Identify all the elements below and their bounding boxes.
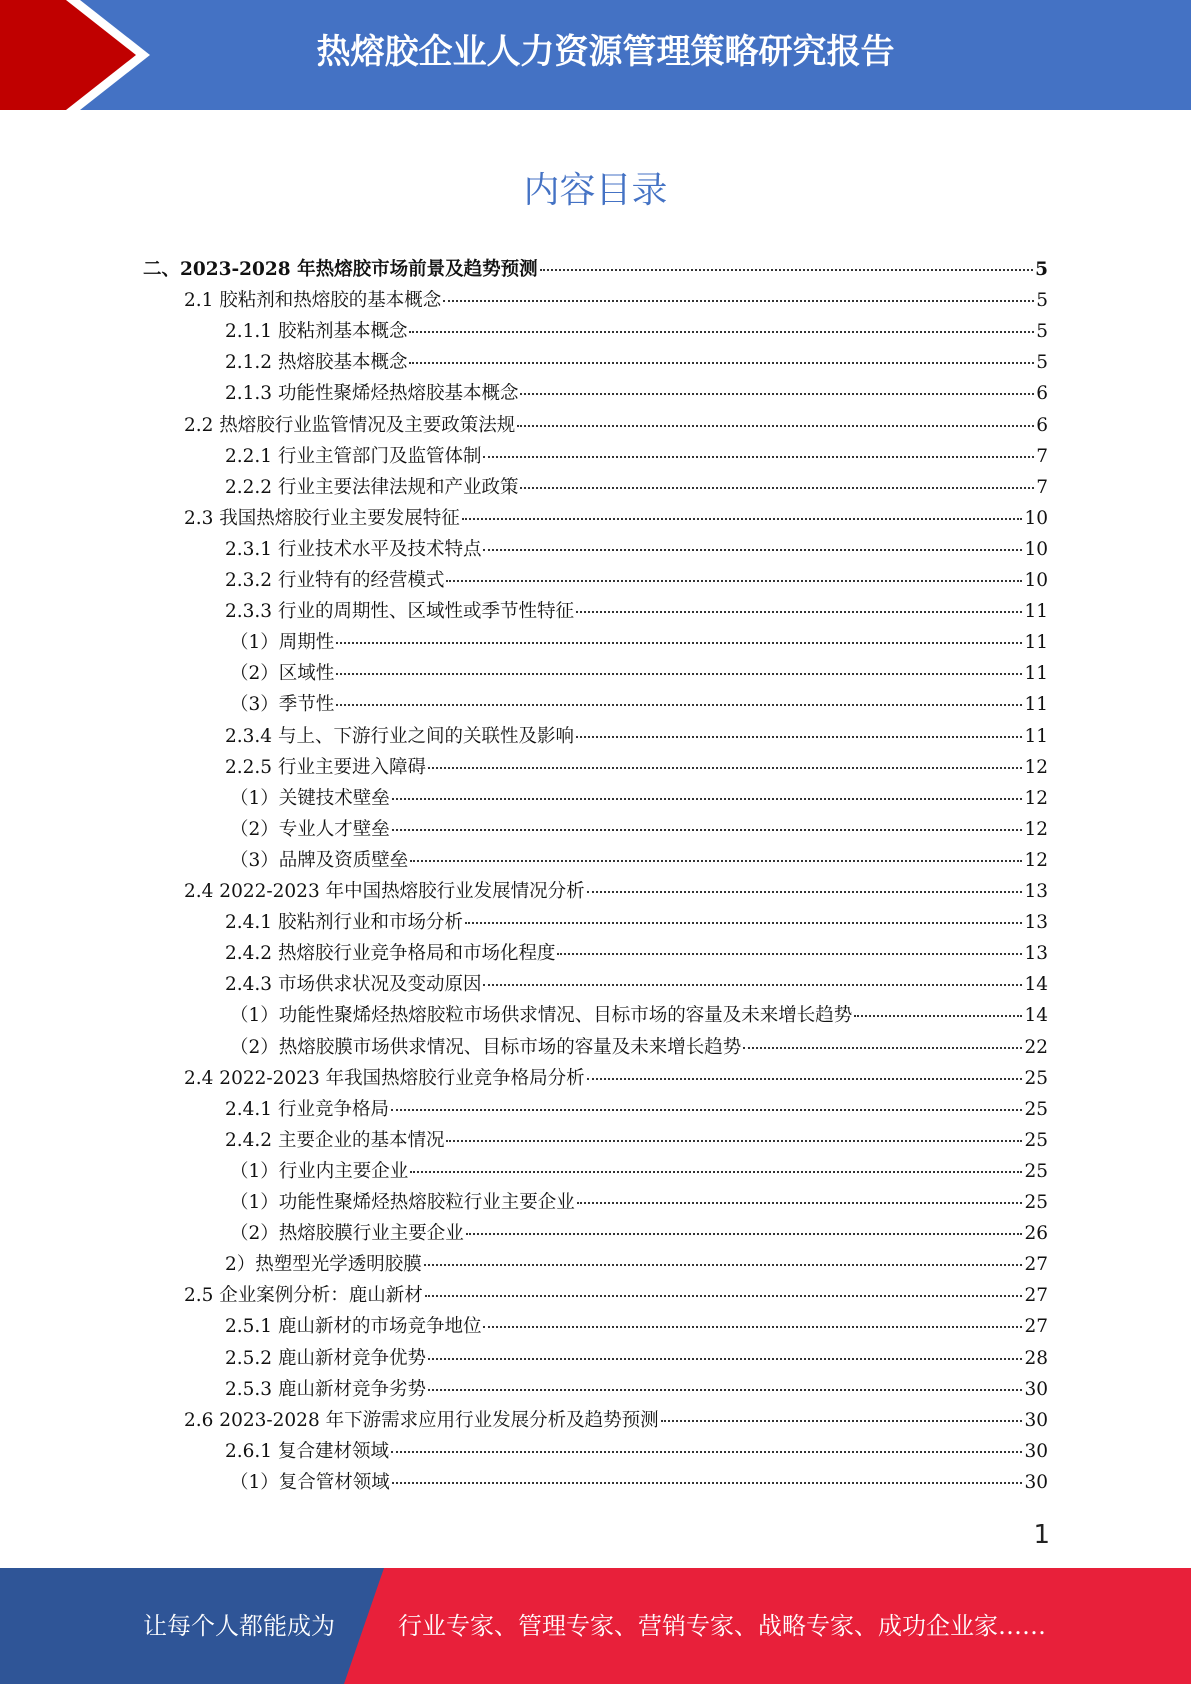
toc-entry-page: 10	[1024, 570, 1048, 591]
toc-leader-dots	[483, 1326, 1022, 1328]
toc-leader-dots	[410, 860, 1022, 862]
toc-leader-dots	[587, 891, 1023, 893]
toc-entry-title: （2）热熔胶膜行业主要企业	[230, 1223, 464, 1245]
toc-entry-page: 28	[1024, 1347, 1048, 1369]
toc-leader-dots	[446, 580, 1022, 582]
toc-entry[interactable]	[225, 1311, 1048, 1342]
toc-leader-dots	[587, 1078, 1023, 1080]
toc-entry[interactable]	[225, 378, 1048, 409]
toc-entry-page: 12	[1024, 787, 1048, 809]
toc-entry-page: 14	[1024, 1005, 1048, 1027]
toc-leader-dots	[425, 1295, 1023, 1297]
toc-entry-page: 13	[1024, 912, 1048, 934]
toc-leader-dots	[443, 300, 1034, 302]
toc-entry-page: 25	[1024, 1160, 1048, 1182]
toc-entry[interactable]	[230, 1187, 1048, 1218]
toc-entry-page: 13	[1024, 943, 1048, 965]
toc-entry-page: 22	[1024, 1036, 1048, 1058]
toc-entry[interactable]	[184, 410, 1048, 441]
toc-leader-dots	[391, 1451, 1022, 1453]
toc-entry-title: 2.4.2 热熔胶行业竞争格局和市场化程度	[225, 943, 556, 965]
toc-entry[interactable]	[225, 1374, 1048, 1405]
toc-entry-page: 5	[1035, 259, 1048, 280]
toc-entry[interactable]	[184, 503, 1048, 534]
toc-entry[interactable]	[225, 907, 1048, 938]
toc-entry-page: 11	[1024, 601, 1048, 623]
toc-entry[interactable]	[225, 1249, 1048, 1280]
toc-entry-title: 2.2 热熔胶行业监管情况及主要政策法规	[184, 414, 516, 436]
toc-entry[interactable]	[143, 254, 1048, 285]
toc-entry[interactable]	[225, 472, 1048, 503]
toc-entry-page: 6	[1036, 383, 1048, 405]
toc-entry[interactable]	[230, 814, 1048, 845]
toc-entry[interactable]	[225, 441, 1048, 472]
toc-leader-dots	[520, 393, 1034, 395]
toc-leader-dots	[483, 984, 1022, 986]
toc-entry-page: 12	[1024, 756, 1048, 778]
toc-leader-dots	[446, 1140, 1022, 1142]
toc-entry[interactable]	[230, 1000, 1048, 1031]
toc-entry[interactable]	[230, 1156, 1048, 1187]
toc-entry-page: 30	[1024, 1440, 1048, 1462]
toc-entry-page: 5	[1036, 290, 1048, 312]
toc-entry-page: 10	[1024, 507, 1048, 529]
footer-slogan-right: 行业专家、管理专家、营销专家、战略专家、成功企业家……	[398, 1612, 1046, 1640]
toc-leader-dots	[428, 1358, 1022, 1360]
toc-leader-dots	[483, 549, 1022, 551]
toc-entry[interactable]	[230, 1467, 1048, 1498]
toc-entry[interactable]	[184, 1405, 1048, 1436]
toc-entry[interactable]	[225, 938, 1048, 969]
toc-entry-page: 12	[1024, 849, 1048, 871]
toc-entry-title: 2.4.2 主要企业的基本情况	[225, 1129, 445, 1151]
toc-entry-title: （2）专业人才壁垒	[230, 818, 390, 840]
toc-entry-title: 2.4 2022-2023 年中国热熔胶行业发展情况分析	[184, 881, 585, 902]
toc-entry-page: 13	[1024, 881, 1048, 902]
toc-entry-title: 2.4.1 胶粘剂行业和市场分析	[225, 912, 463, 934]
toc-leader-dots	[336, 673, 1022, 675]
toc-entry-page: 30	[1024, 1471, 1048, 1493]
toc-entry[interactable]	[184, 285, 1048, 316]
toc-leader-dots	[336, 642, 1022, 644]
footer-slogan-left: 让每个人都能成为	[143, 1612, 335, 1640]
toc-entry-title: 二、2023-2028 年热熔胶市场前景及趋势预测	[143, 259, 538, 280]
toc-entry-page: 25	[1024, 1098, 1048, 1120]
toc-entry[interactable]	[225, 752, 1048, 783]
toc-entry-title: 2.6 2023-2028 年下游需求应用行业发展分析及趋势预测	[184, 1409, 659, 1431]
toc-entry-page: 7	[1036, 476, 1048, 498]
toc-leader-dots	[854, 1015, 1022, 1017]
toc-entry-title: 2.4 2022-2023 年我国热熔胶行业竞争格局分析	[184, 1067, 585, 1089]
toc-entry[interactable]	[230, 627, 1048, 658]
toc-entry-title: 2.3.4 与上、下游行业之间的关联性及影响	[225, 725, 574, 747]
toc-entry-page: 5	[1036, 352, 1048, 374]
header-band	[0, 0, 1191, 110]
toc-entry[interactable]	[225, 534, 1048, 565]
toc-entry-title: 2.1.3 功能性聚烯烃热熔胶基本概念	[225, 383, 519, 405]
toc-entry-title: 2.3 我国热熔胶行业主要发展特征	[184, 507, 460, 529]
toc-entry-page: 6	[1036, 414, 1048, 436]
toc-entry-page: 12	[1024, 818, 1048, 840]
toc-entry-title: （1）关键技术壁垒	[230, 787, 390, 809]
toc-leader-dots	[743, 1047, 1022, 1049]
toc-leader-dots	[661, 1420, 1023, 1422]
toc-leader-dots	[577, 1202, 1023, 1204]
toc-entry-title: （3）品牌及资质壁垒	[230, 849, 409, 871]
toc-leader-dots	[517, 425, 1034, 427]
toc-entry[interactable]	[230, 1218, 1048, 1249]
toc-entry-page: 10	[1024, 538, 1048, 560]
toc-entry[interactable]	[230, 689, 1048, 720]
toc-leader-dots	[483, 456, 1034, 458]
toc-entry[interactable]	[225, 347, 1048, 378]
toc-entry[interactable]	[225, 1343, 1048, 1374]
toc-entry-title: 2.4.1 行业竞争格局	[225, 1098, 389, 1120]
toc-leader-dots	[424, 1264, 1023, 1266]
toc-entry-page: 11	[1024, 725, 1048, 747]
toc-leader-dots	[540, 269, 1034, 271]
toc-entry-page: 30	[1024, 1409, 1048, 1431]
toc-entry-page: 7	[1036, 445, 1048, 467]
toc-entry[interactable]	[225, 1094, 1048, 1125]
toc-entry-title: 2.5.1 鹿山新材的市场竞争地位	[225, 1316, 482, 1338]
toc-leader-dots	[462, 518, 1023, 520]
toc-entry[interactable]	[230, 658, 1048, 689]
toc-leader-dots	[520, 487, 1034, 489]
toc-entry-page: 25	[1024, 1129, 1048, 1151]
toc-entry-page: 27	[1024, 1254, 1048, 1276]
toc-entry-title: 2.5 企业案例分析：鹿山新材	[184, 1285, 423, 1307]
toc-entry-page: 14	[1024, 974, 1048, 996]
toc-entry-title: 2.1.1 胶粘剂基本概念	[225, 321, 408, 343]
toc-entry-page: 25	[1024, 1067, 1048, 1089]
toc-entry-title: 2.2.5 行业主要进入障碍	[225, 756, 426, 778]
toc-entry-title: 2.4.3 市场供求状况及变动原因	[225, 974, 482, 996]
toc-entry[interactable]	[225, 1125, 1048, 1156]
toc-leader-dots	[576, 736, 1022, 738]
toc-entry-title: 2.1 胶粘剂和热熔胶的基本概念	[184, 290, 442, 312]
footer-band	[0, 1568, 1191, 1684]
toc-entry[interactable]	[184, 876, 1048, 907]
toc-leader-dots	[576, 611, 1022, 613]
toc-entry-title: 2.2.1 行业主管部门及监管体制	[225, 445, 482, 467]
toc-entry-title: （1）功能性聚烯烃热熔胶粒市场供求情况、目标市场的容量及未来增长趋势	[230, 1005, 853, 1027]
toc-entry-page: 26	[1024, 1223, 1048, 1245]
toc-entry-title: （1）复合管材领域	[230, 1471, 390, 1493]
page-number: 1	[1033, 1520, 1050, 1550]
toc-entry[interactable]	[184, 1063, 1048, 1094]
toc-entry-title: （1）功能性聚烯烃热熔胶粒行业主要企业	[230, 1192, 575, 1213]
toc-entry[interactable]	[225, 596, 1048, 627]
toc-entry-page: 11	[1024, 663, 1048, 685]
toc-entry[interactable]	[225, 1436, 1048, 1467]
toc-entry[interactable]	[230, 783, 1048, 814]
toc-leader-dots	[428, 767, 1022, 769]
toc-entry-title: （3）季节性	[230, 694, 335, 716]
toc-entry-page: 5	[1036, 321, 1048, 343]
toc-entry-page: 27	[1024, 1285, 1048, 1307]
toc-entry-page: 25	[1024, 1192, 1048, 1213]
toc-entry[interactable]	[230, 845, 1048, 876]
toc-entry-title: 2.1.2 热熔胶基本概念	[225, 352, 408, 374]
toc-leader-dots	[428, 1389, 1022, 1391]
toc-leader-dots	[409, 362, 1034, 364]
toc-entry-page: 30	[1024, 1378, 1048, 1400]
toc-entry-title: 2.6.1 复合建材领域	[225, 1440, 389, 1462]
toc-entry[interactable]	[184, 1280, 1048, 1311]
toc-entry[interactable]	[225, 565, 1048, 596]
toc-entry[interactable]	[225, 721, 1048, 752]
toc-entry-title: 2.3.2 行业特有的经营模式	[225, 570, 445, 591]
toc-leader-dots	[392, 798, 1023, 800]
toc-entry-title: （2）区域性	[230, 663, 335, 685]
toc-leader-dots	[391, 1109, 1022, 1111]
toc-entry-title: 2.3.1 行业技术水平及技术特点	[225, 538, 482, 560]
toc-entry-title: 2）热塑型光学透明胶膜	[225, 1254, 422, 1276]
toc-leader-dots	[410, 1171, 1022, 1173]
toc-leader-dots	[557, 953, 1022, 955]
toc-entry-title: （1）行业内主要企业	[230, 1160, 409, 1182]
toc-leader-dots	[392, 829, 1023, 831]
toc-entry[interactable]	[225, 316, 1048, 347]
toc-entry-title: 2.3.3 行业的周期性、区域性或季节性特征	[225, 601, 574, 623]
toc-entry-title: （1）周期性	[230, 632, 335, 654]
toc-entry-page: 27	[1024, 1316, 1048, 1338]
toc-leader-dots	[465, 922, 1022, 924]
toc-leader-dots	[466, 1233, 1023, 1235]
toc-entry-title: 2.5.3 鹿山新材竞争劣势	[225, 1378, 426, 1400]
toc-leader-dots	[409, 331, 1034, 333]
toc-entry-title: 2.5.2 鹿山新材竞争优势	[225, 1347, 426, 1369]
toc-entry-title: （2）热熔胶膜市场供求情况、目标市场的容量及未来增长趋势	[230, 1036, 742, 1058]
toc-entry-title: 2.2.2 行业主要法律法规和产业政策	[225, 476, 519, 498]
toc-entry[interactable]	[225, 969, 1048, 1000]
toc-entry-page: 11	[1024, 694, 1048, 716]
toc-heading: 内容目录	[523, 170, 668, 211]
toc-leader-dots	[336, 704, 1022, 706]
toc-entry-page: 11	[1024, 632, 1048, 654]
toc-leader-dots	[392, 1482, 1023, 1484]
report-title: 热熔胶企业人力资源管理策略研究报告	[316, 32, 895, 72]
toc-entry[interactable]	[230, 1032, 1048, 1063]
